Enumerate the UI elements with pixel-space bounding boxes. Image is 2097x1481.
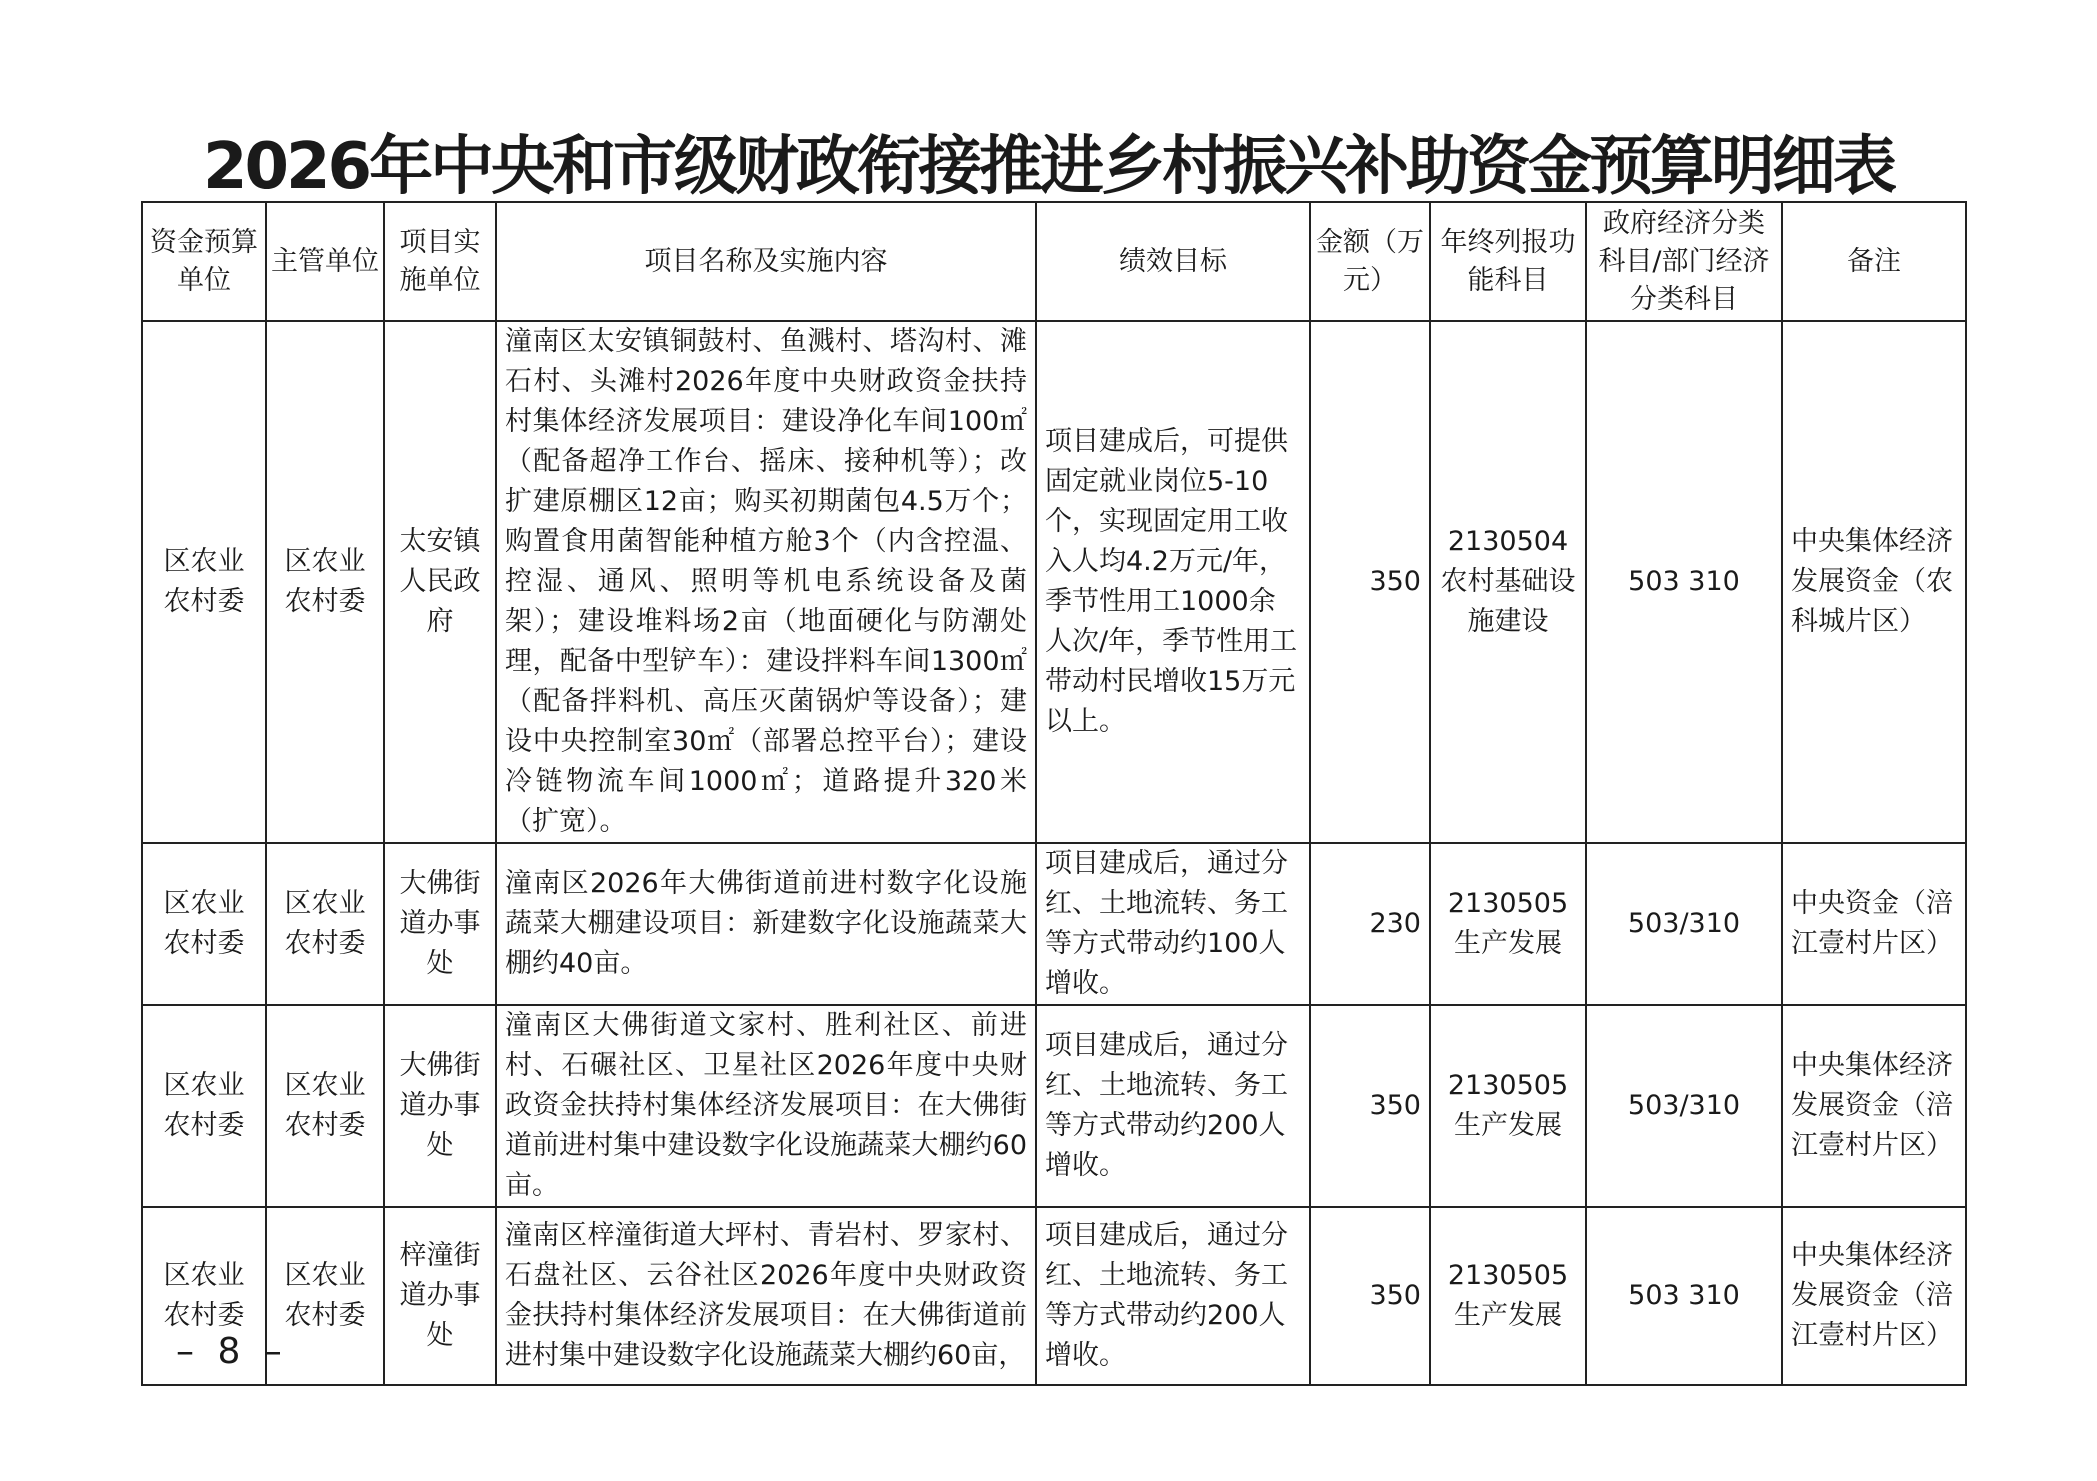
table-row [142,321,1966,843]
budget-table [141,201,1967,1386]
cell-amount: 350 [1310,1005,1430,1207]
cell-remark: 中央资金（涪江壹村片区） [1782,843,1966,1005]
cell-function-subject: 2130505生产发展 [1430,843,1586,1005]
cell-performance: 项目建成后，通过分红、土地流转、务工等方式带动约100人增收。 [1036,843,1310,1005]
page-number: – 8 – [176,1331,288,1372]
cell-economic-subject: 503 310 [1586,1207,1782,1385]
table-header-row [142,202,1966,321]
header-supervisor: 主管单位 [266,202,384,321]
table-row [142,843,1966,1005]
cell-content: 潼南区梓潼街道大坪村、青岩村、罗家村、石盘社区、云谷社区2026年度中央财政资金扶持村集体经济发展项目：在大佛街道前进村集中建设数字化设施蔬菜大棚约60亩， [496,1207,1036,1385]
cell-amount: 350 [1310,1207,1430,1385]
cell-implementer: 太安镇人民政府 [384,321,496,843]
header-economic-subject: 政府经济分类科目/部门经济分类科目 [1586,202,1782,321]
cell-economic-subject: 503/310 [1586,843,1782,1005]
cell-content: 潼南区大佛街道文家村、胜利社区、前进村、石碾社区、卫星社区2026年度中央财政资金扶持村集体经济发展项目：在大佛街道前进村集中建设数字化设施蔬菜大棚约60亩。 [496,1005,1036,1207]
table-row [142,1207,1966,1385]
cell-supervisor: 区农业农村委 [266,843,384,1005]
cell-budget-unit: 区农业农村委 [142,321,266,843]
cell-implementer: 大佛街道办事处 [384,843,496,1005]
cell-economic-subject: 503/310 [1586,1005,1782,1207]
header-implementer: 项目实施单位 [384,202,496,321]
cell-content: 潼南区2026年大佛街道前进村数字化设施蔬菜大棚建设项目：新建数字化设施蔬菜大棚约40亩。 [496,843,1036,1005]
cell-function-subject: 2130505生产发展 [1430,1005,1586,1207]
cell-performance: 项目建成后，通过分红、土地流转、务工等方式带动约200人增收。 [1036,1005,1310,1207]
header-amount: 金额（万元） [1310,202,1430,321]
cell-content: 潼南区太安镇铜鼓村、鱼溅村、塔沟村、滩石村、头滩村2026年度中央财政资金扶持村集体经济发展项目：建设净化车间100㎡（配备超净工作台、摇床、接种机等）；改扩建原棚区12亩；购买初期菌包4.5万个；购置食用菌智能种植方舱3个（内含控温、控湿、通风、照明等机电系统设备及菌架）；建设堆料场2亩（地面硬化与防潮处理，配备中型铲车）：建设拌料车间1300㎡（配备拌料机、高压灭菌锅炉等设备）；建设中央控制室30㎡（部署总控平台）；建设冷链物流车间1000㎡；道路提升320米（扩宽）。 [496,321,1036,843]
cell-function-subject: 2130504农村基础设施建设 [1430,321,1586,843]
cell-supervisor: 区农业农村委 [266,1207,384,1385]
page-title: 2026年中央和市级财政衔接推进乡村振兴补助资金预算明细表 [202,130,1895,204]
header-budget-unit: 资金预算单位 [142,202,266,321]
cell-supervisor: 区农业农村委 [266,321,384,843]
cell-performance: 项目建成后，可提供固定就业岗位5-10个，实现固定用工收入人均4.2万元/年，季节性用工1000余人次/年，季节性用工带动村民增收15万元以上。 [1036,321,1310,843]
cell-amount: 230 [1310,843,1430,1005]
cell-remark: 中央集体经济发展资金（涪江壹村片区） [1782,1207,1966,1385]
header-performance: 绩效目标 [1036,202,1310,321]
header-function-subject: 年终列报功能科目 [1430,202,1586,321]
header-remark: 备注 [1782,202,1966,321]
cell-budget-unit: 区农业农村委 [142,1005,266,1207]
cell-implementer: 梓潼街道办事处 [384,1207,496,1385]
header-content: 项目名称及实施内容 [496,202,1036,321]
cell-remark: 中央集体经济发展资金（涪江壹村片区） [1782,1005,1966,1207]
cell-performance: 项目建成后，通过分红、土地流转、务工等方式带动约200人增收。 [1036,1207,1310,1385]
cell-amount: 350 [1310,321,1430,843]
cell-budget-unit: 区农业农村委 [142,843,266,1005]
cell-remark: 中央集体经济发展资金（农科城片区） [1782,321,1966,843]
cell-economic-subject: 503 310 [1586,321,1782,843]
cell-implementer: 大佛街道办事处 [384,1005,496,1207]
cell-supervisor: 区农业农村委 [266,1005,384,1207]
cell-budget-unit: 区农业农村委 [142,1207,266,1385]
table-row [142,1005,1966,1207]
cell-function-subject: 2130505生产发展 [1430,1207,1586,1385]
